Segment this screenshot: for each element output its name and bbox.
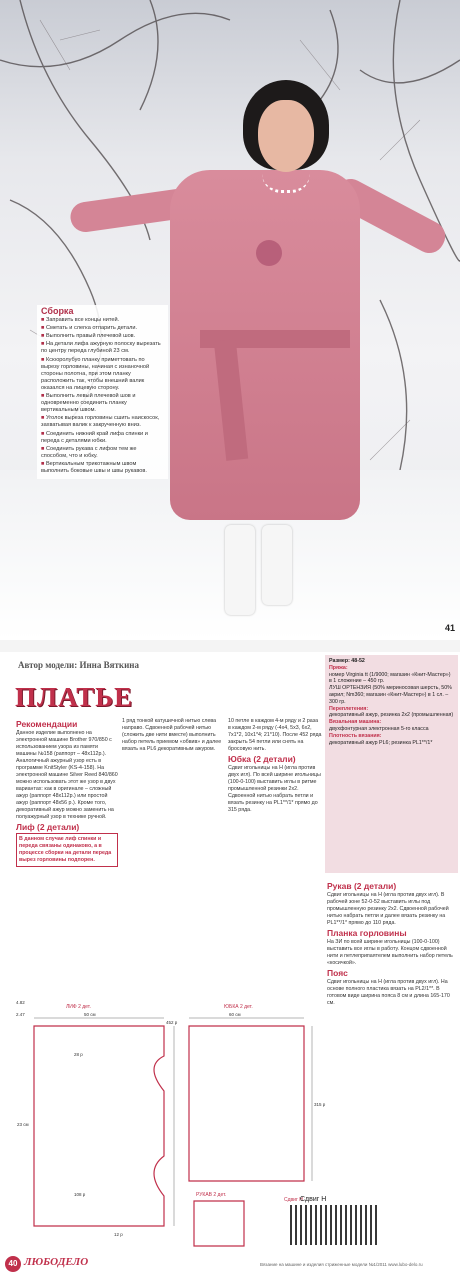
density-title: Плотность вязания:: [329, 732, 382, 739]
weaves-title: Переплетения:: [329, 705, 369, 712]
machine: двухфонтурная электронная 5-го класса: [329, 725, 429, 732]
column-2-text: 1 ряд тонкой катушечной нитью слева направо. Сдвоенной рабочей нитью (сложить две нити вместе) выполнить набор петель приемом «обвив» и далее вязать на PL6 декоративным ажуром.: [122, 718, 222, 752]
lif-warning: В данном случае лиф спинки и переда связаны одинаково, а в процессе сборки на детали переда вырез горловины подпорен.: [16, 833, 118, 867]
dim-label: 23 см: [17, 1122, 29, 1127]
page-divider: [0, 640, 460, 652]
lif-pattern-shape: [34, 1026, 164, 1226]
yarn-title: Пряжа:: [329, 664, 348, 671]
sleeve-text: Сдвиг игольницы на Н (игла против двух игл). В рабочей зоне 52-0-52 выставить иглы под промышленную резинку 2х2. Сдвоенной рабочей нитью набрать петли и далее вязать резинку на PL1**/1* прямо до 110 ряда.: [327, 892, 449, 926]
dim-label: 50 см: [84, 1012, 96, 1017]
dim-label: 60 см: [229, 1012, 241, 1017]
recommendations-title: Рекомендации: [16, 719, 78, 729]
assembly-item: ■ Выполнить левый плечевой шов и одновременно соединить планку вертикальным швом.: [41, 393, 136, 414]
page-number: 41: [445, 623, 456, 633]
assembly-item: ■ Соединить нижний край лифа спинки и переда с деталями юбки.: [41, 430, 148, 444]
model-photo: [0, 0, 460, 640]
neck-title: Планка горловины: [327, 928, 407, 938]
assembly-item: ■ Сметать и слегка отпарить детали.: [41, 325, 138, 332]
assembly-item: ■ Выполнить правый плечевой шов.: [41, 333, 136, 340]
dim-label: 452 р: [166, 1020, 178, 1025]
sleeve-title: Рукав (2 детали): [327, 881, 397, 891]
author-line: Автор модели: Инна Вяткина: [18, 660, 139, 670]
white-boot-left: [225, 525, 255, 615]
materials-box: [325, 655, 458, 873]
assembly-title: Сборка: [41, 306, 74, 316]
dim-label: 108 р: [74, 1192, 86, 1197]
assembly-item: ■ Заправить все концы нитей.: [41, 317, 120, 324]
yarn: номер Virginia tt (1/9000; магазин «Книт-Мастер») в 1 сложение – 450 гр.: [329, 671, 451, 685]
belt-title: Пояс: [327, 968, 348, 978]
lif-title: Лиф (2 детали): [16, 822, 80, 832]
white-boot-right: [262, 525, 292, 605]
knitted-flower-brooch: [256, 240, 282, 266]
footer-note: Вязание на машине и изделия стриженные модели №1/2011 www.lubo-delo.ru: [260, 1262, 423, 1267]
model-face: [258, 100, 314, 172]
column-1: [16, 718, 118, 869]
shift-caption: Сдвиг Н: [300, 1196, 327, 1203]
assembly-item: ■ Соединить рукава с лифом тем же способом, что и юбку.: [41, 445, 137, 459]
sleeve-pattern-shape: [194, 1201, 244, 1246]
assembly-item: ■ Вертикальным трикотажным швом выполнить боковые швы и швы рукавов.: [41, 460, 147, 474]
dim-label: 4.82: [16, 1000, 25, 1005]
density: декоративный ажур PL6; резинка PL1**/1*: [329, 739, 433, 746]
magazine-logo: ЛЮБОДЕЛО: [24, 1256, 89, 1268]
size: Размер: 48-52: [329, 658, 365, 664]
yarn-2: ЛУШ ОРТЕНЗИЯ (50% мериносовая шерсть, 50% акрил; Nm360; магазин «Книт-Мастер») в 1 сл. – 300 гр.: [329, 685, 452, 705]
neck-text: На ЗИ по всей ширине игольницы (100-0-100) выставить все иглы в работу. Концом сдвоенной нити и петлеприпаятелем выполнить набор петель «косичкой».: [327, 939, 453, 966]
column-3: [228, 718, 322, 816]
weaves: декоративный ажур, резинка 2х2 (промышленная): [329, 712, 454, 719]
sleeve-label: РУКАВ 2 дет.: [196, 1192, 227, 1198]
belt-text: Сдвиг игольницы на Н (игла против двух игл). На основе полного пластика вязать на PL2/1**. В готовом виде ширина пояса 8 см и длина 165-170 см.: [327, 979, 450, 1006]
column-4: [327, 880, 455, 1009]
page-title: ПЛАТЬЕ: [15, 682, 134, 712]
dim-label: 12 р: [114, 1232, 123, 1237]
assembly-item: ■ На детали лифа ажурную полоску вырезать по центру переда глубиной 23 см.: [41, 341, 161, 355]
skirt-label: ЮБКА 2 дет.: [224, 1004, 253, 1010]
skirt-pattern-shape: [189, 1026, 304, 1181]
pattern-diagrams: [14, 996, 327, 1246]
assembly-item: ■ Уголок выреза горловины сшить наискосок, захватывая валик к закрученную вниз.: [41, 415, 160, 429]
needle-arrangement-chart: [290, 1205, 380, 1245]
assembly-item: ■ Ксюоролубуо планку приметтовать по вырезу горловины, начиная с изнаночной стороны полотна, при этом планку расположить так, чтобы внешний валик оказался на лицевую сторону.: [41, 356, 150, 391]
dim-label: 28 р: [74, 1052, 83, 1057]
column-2: [122, 718, 222, 755]
column-3-text: 10 петле в каждом 4-м ряду и 2 раза в каждом 2-м ряду (-4х4, 5х3, 6х2, 7х1*2, 10х1*4; 21*10). После 452 ряда закрыть 54 петли или снять на бросовую нить.: [228, 718, 322, 752]
recommendations-text: Данное изделие выполнено на электронной машине Brother 970/850 с использованием узора из памяти машины №158 (раппорт – 48х112р.). Аналогичный ажурный узор есть в программе KnitStyler (KS-4-158). На электронной машине Silver Reed 840/860 можно использовать этот же узор в двух вариантах: как в оригинале – сложный ажур (раппорт 48х112р.) или простой ажур (раппорт 48х56 р.). Кроме того, декоративный ажур можно заменить на полуажурный узор в технике ручной.: [16, 730, 118, 820]
assembly-box: [37, 305, 168, 479]
dim-label: 2.47: [16, 1012, 25, 1017]
skirt-title: Юбка (2 детали): [228, 754, 296, 764]
page-number-badge: 40: [5, 1256, 21, 1272]
skirt-text: Сдвиг игольницы на Н (игла против двух игл). По всей ширине игольницы (100-0-100) выставить иглы в ритме промышленной резинки 2х2. Сдвоенной нитью набрать петли и вязать резинку на PL1**/1* прямо до 315 ряда.: [228, 765, 321, 813]
shift-label: Сдвиг Н: [284, 1197, 303, 1203]
machine-title: Вязальная машина:: [329, 719, 382, 726]
dim-label: 315 р: [314, 1102, 326, 1107]
lif-label: ЛИФ 2 дет.: [66, 1004, 91, 1010]
